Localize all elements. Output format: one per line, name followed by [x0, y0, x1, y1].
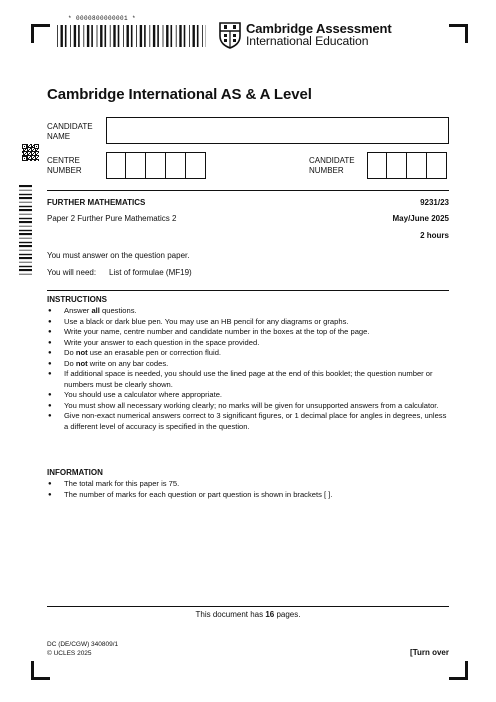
instructions-list [47, 306, 451, 432]
centre-number-box[interactable] [146, 152, 166, 179]
crest-icon [218, 22, 242, 49]
copyright-note: © UCLES 2025 [47, 650, 92, 657]
list-item: ● If additional space is needed, you should use the lined page at the end of this booklet; the question number or numbers must be clearly shown. [47, 369, 451, 390]
list-item: ● Answer all questions. [47, 306, 451, 317]
centre-number-boxes[interactable] [106, 152, 206, 179]
divider-line [47, 606, 449, 607]
divider-line [47, 190, 449, 191]
barcode-icon [57, 25, 206, 47]
candidate-number-box[interactable] [427, 152, 447, 179]
turn-over-note: [Turn over [410, 648, 449, 657]
cambridge-logo [218, 22, 392, 49]
candidate-number-label: CANDIDATE NUMBER [309, 156, 355, 175]
divider-line [47, 290, 449, 291]
page-count-note: This document has 16 pages. [195, 610, 301, 619]
you-will-need-value: List of formulae (MF19) [109, 268, 192, 277]
crop-mark-top-left [31, 24, 50, 43]
answer-note: You must answer on the question paper. [47, 251, 190, 260]
centre-number-box[interactable] [126, 152, 146, 179]
centre-number-label: CENTRE NUMBER [47, 156, 82, 175]
candidate-name-field[interactable] [106, 117, 449, 144]
instructions-heading: INSTRUCTIONS [47, 295, 107, 304]
list-item: ● Do not write on any bar codes. [47, 359, 451, 370]
crop-mark-top-right [449, 24, 468, 43]
exam-duration: 2 hours [420, 231, 449, 240]
crop-mark-bottom-left [31, 661, 50, 680]
list-item: ● Write your name, centre number and candidate number in the boxes at the top of the page. [47, 327, 451, 338]
paper-name: Paper 2 Further Pure Mathematics 2 [47, 214, 177, 223]
you-will-need-label: You will need: [47, 268, 97, 277]
barcode-number: * 0000800000001 * [68, 15, 137, 22]
centre-number-box[interactable] [106, 152, 126, 179]
candidate-number-box[interactable] [367, 152, 387, 179]
list-item: ● The number of marks for each question or part question is shown in brackets [ ]. [47, 490, 451, 501]
centre-number-box[interactable] [166, 152, 186, 179]
centre-number-box[interactable] [186, 152, 206, 179]
list-item: ● You should use a calculator where appropriate. [47, 390, 451, 401]
list-item: ● The total mark for this paper is 75. [47, 479, 451, 490]
side-barcode-icon [19, 185, 32, 277]
document-reference: DC (DE/CGW) 340809/1 [47, 641, 119, 648]
list-item: ● You must show all necessary working clearly; no marks will be given for unsupported answers from a calculator. [47, 401, 451, 412]
exam-session: May/June 2025 [392, 214, 449, 223]
candidate-name-label: CANDIDATE NAME [47, 122, 93, 141]
candidate-number-box[interactable] [407, 152, 427, 179]
information-list [47, 479, 451, 500]
qr-code-icon [22, 144, 39, 161]
crop-mark-bottom-right [449, 661, 468, 680]
qualification-title: Cambridge International AS & A Level [47, 86, 312, 103]
subject-name: FURTHER MATHEMATICS [47, 198, 146, 207]
list-item: ● Use a black or dark blue pen. You may use an HB pencil for any diagrams or graphs. [47, 317, 451, 328]
candidate-number-box[interactable] [387, 152, 407, 179]
candidate-number-boxes[interactable] [367, 152, 447, 179]
list-item: ● Write your answer to each question in the space provided. [47, 338, 451, 349]
logo-line-2: International Education [246, 34, 369, 48]
list-item: ● Do not use an erasable pen or correction fluid. [47, 348, 451, 359]
paper-code: 9231/23 [420, 198, 449, 207]
logo-line-1: Cambridge Assessment [246, 21, 392, 36]
information-heading: INFORMATION [47, 468, 103, 477]
list-item: ● Give non-exact numerical answers correct to 3 significant figures, or 1 decimal place for angles in degrees, unless a different level of accuracy is specified in the question. [47, 411, 451, 432]
